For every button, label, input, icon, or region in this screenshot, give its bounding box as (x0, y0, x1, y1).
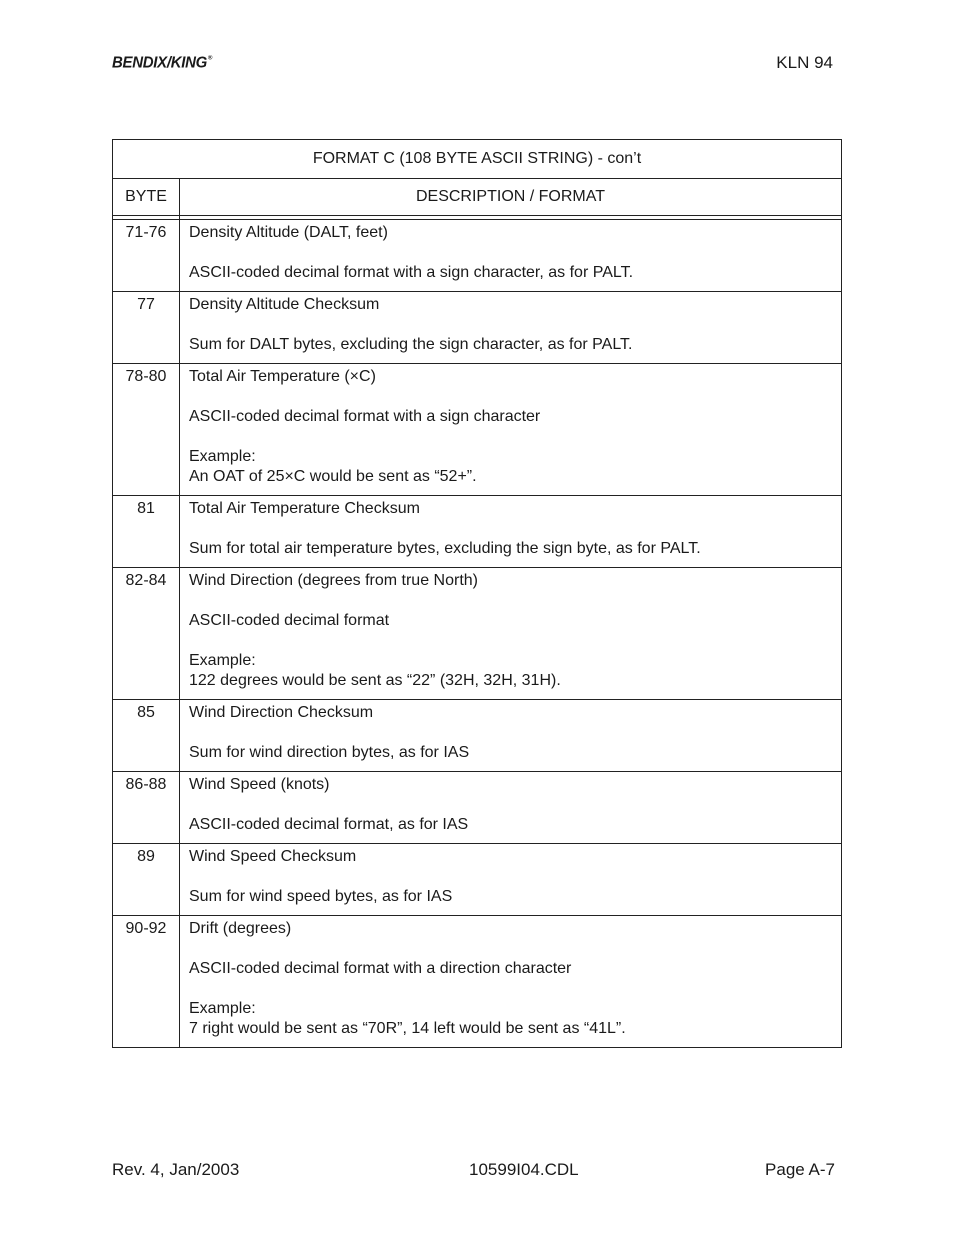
field-detail: Sum for wind speed bytes, as for IAS (189, 888, 453, 905)
field-detail: Sum for total air temperature bytes, excluding the sign byte, as for PALT. (189, 540, 701, 557)
field-detail: Example: 122 degrees would be sent as “22” (32H, 32H, 31H). (189, 652, 561, 689)
footer-document: 10599I04.CDL (469, 1160, 579, 1179)
description-cell (180, 364, 842, 496)
byte-cell: 78-80 (113, 364, 180, 496)
footer-revision: Rev. 4, Jan/2003 (112, 1160, 240, 1179)
table-body (113, 220, 842, 1048)
field-title: Wind Direction (degrees from true North) (189, 572, 478, 589)
field-detail: Example: An OAT of 25×C would be sent as “52+”. (189, 448, 477, 485)
byte-cell: 82-84 (113, 568, 180, 700)
byte-cell: 86-88 (113, 772, 180, 844)
byte-cell: 81 (113, 496, 180, 568)
table-row (113, 364, 842, 496)
description-cell (180, 292, 842, 364)
field-detail: Example: 7 right would be sent as “70R”, 14 left would be sent as “41L”. (189, 1000, 626, 1037)
footer-page-number: Page A-7 (765, 1160, 835, 1179)
byte-cell: 71-76 (113, 220, 180, 292)
field-title: Wind Speed (knots) (189, 776, 330, 793)
byte-cell: 90-92 (113, 916, 180, 1048)
field-title: Total Air Temperature Checksum (189, 500, 420, 517)
field-title: Wind Speed Checksum (189, 848, 357, 865)
field-title: Density Altitude (DALT, feet) (189, 224, 388, 241)
logo-text: BENDIX/KING (112, 54, 208, 72)
table-row (113, 916, 842, 1048)
field-detail: ASCII-coded decimal format with a direction character (189, 960, 572, 977)
table-row (113, 496, 842, 568)
field-detail: Sum for DALT bytes, excluding the sign character, as for PALT. (189, 336, 633, 353)
byte-cell: 77 (113, 292, 180, 364)
field-detail: ASCII-coded decimal format with a sign character (189, 408, 541, 425)
field-title: Total Air Temperature (×C) (189, 368, 376, 385)
table-row (113, 844, 842, 916)
field-detail: ASCII-coded decimal format, as for IAS (189, 816, 469, 833)
field-detail: ASCII-coded decimal format (189, 612, 390, 629)
field-title: Density Altitude Checksum (189, 296, 380, 313)
description-cell (180, 568, 842, 700)
description-cell (180, 772, 842, 844)
byte-cell: 85 (113, 700, 180, 772)
field-title: Wind Direction Checksum (189, 704, 374, 721)
table-row (113, 292, 842, 364)
byte-cell: 89 (113, 844, 180, 916)
column-header-byte: BYTE (113, 179, 180, 216)
field-detail: ASCII-coded decimal format with a sign character, as for PALT. (189, 264, 634, 281)
format-c-table (112, 139, 842, 1048)
description-cell (180, 220, 842, 292)
column-header-description: DESCRIPTION / FORMAT (180, 179, 842, 216)
description-cell (180, 496, 842, 568)
field-title: Drift (degrees) (189, 920, 292, 937)
table-row (113, 568, 842, 700)
registered-mark: ® (208, 55, 213, 62)
bendix-king-logo (112, 54, 212, 72)
table-caption: FORMAT C (108 BYTE ASCII STRING) - con’t (113, 140, 842, 179)
description-cell (180, 700, 842, 772)
table-row (113, 772, 842, 844)
model-name: KLN 94 (776, 53, 833, 72)
table-row (113, 220, 842, 292)
field-detail: Sum for wind direction bytes, as for IAS (189, 744, 470, 761)
description-cell (180, 916, 842, 1048)
description-cell (180, 844, 842, 916)
table-row (113, 700, 842, 772)
